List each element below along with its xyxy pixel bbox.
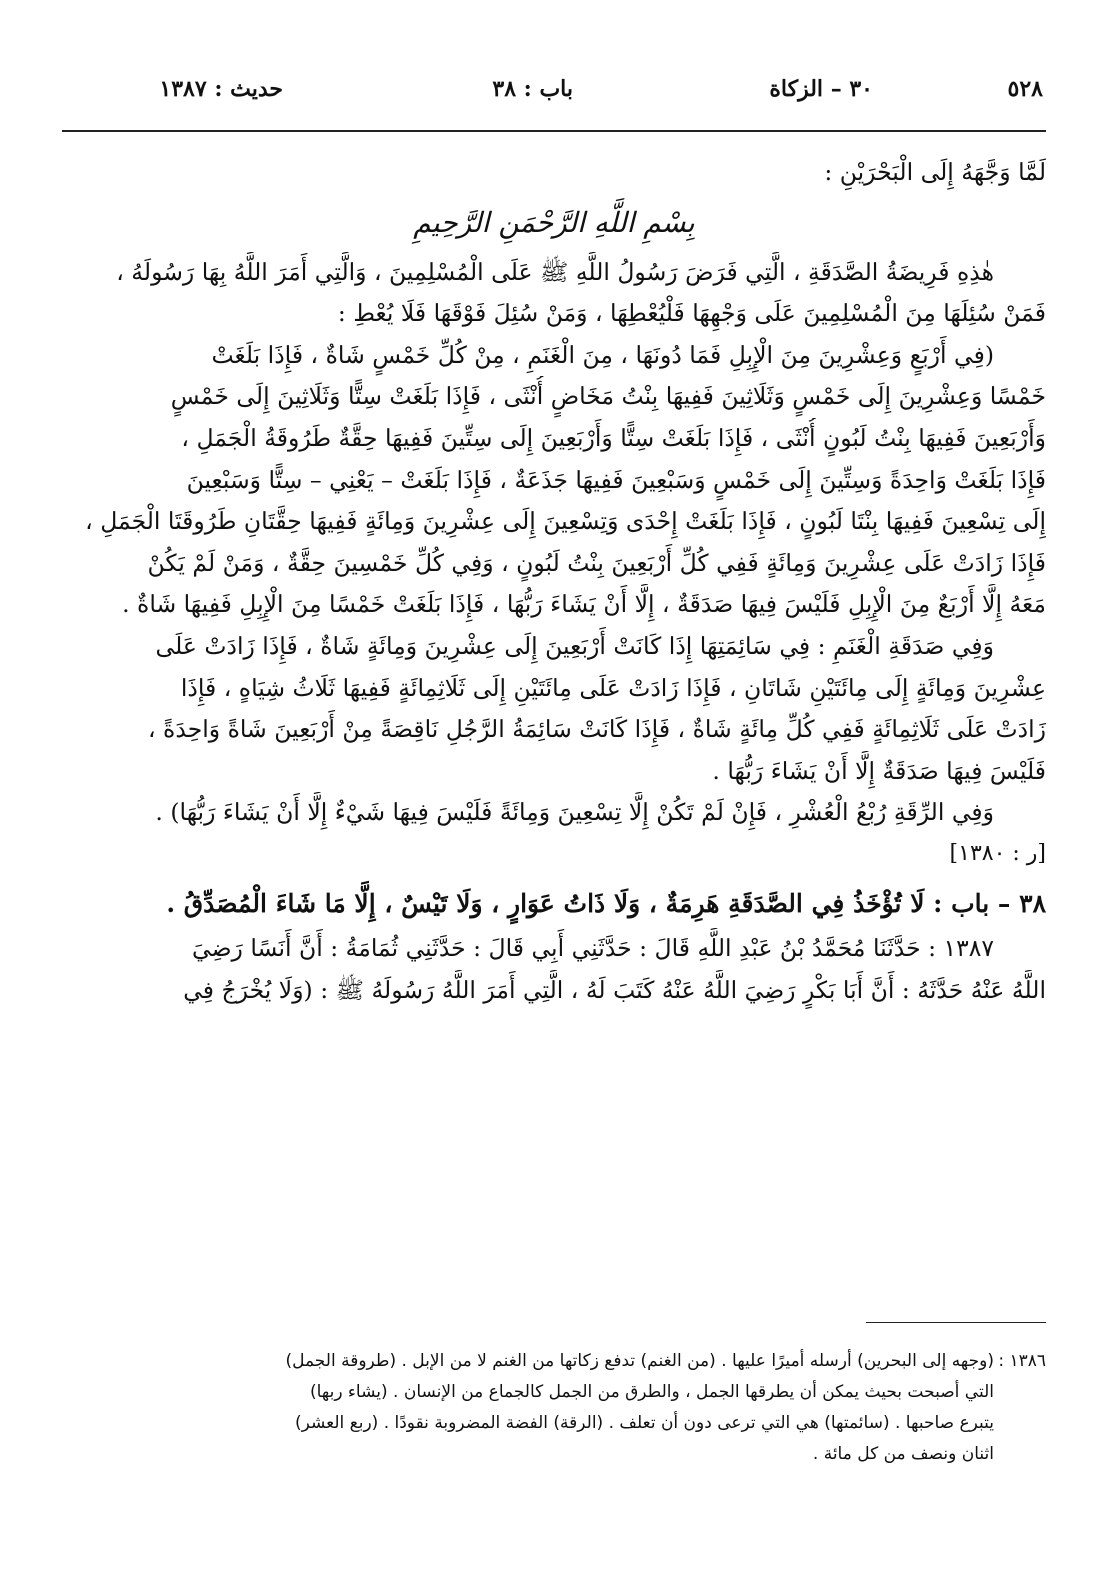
text-line: فَإِذَا بَلَغَتْ وَاحِدَةً وَسِتِّينَ إِلَى خَمْسٍ وَسَبْعِينَ فَفِيهَا جَذَعَةٌ ، فَإِذَا بَلَغَتْ – يَعْنِي – سِتًّا وَسَبْعِينَ bbox=[186, 465, 1046, 494]
text-line: مَعَهُ إِلَّا أَرْبَعٌ مِنَ الْإِبِلِ فَلَيْسَ فِيهَا صَدَقَةٌ ، إِلَّا أَنْ يَشَاءَ رَبُّهَا ، فَإِذَا بَلَغَتْ خَمْسًا مِنَ الْإِبِلِ فَفِيهَا شَاةٌ . bbox=[122, 590, 1046, 619]
text-line: فَلَيْسَ فِيهَا صَدَقَةٌ إِلَّا أَنْ يَشَاءَ رَبُّهَا . bbox=[712, 756, 1046, 785]
basmala-calligraphy: بِسْمِ اللَّهِ الرَّحْمَنِ الرَّحِيمِ bbox=[413, 205, 695, 239]
text-line: هٰذِهِ فَرِيضَةُ الصَّدَقَةِ ، الَّتِي فَرَضَ رَسُولُ اللَّهِ ﷺ عَلَى الْمُسْلِمِينَ ، وَالَّتِي أَمَرَ اللَّهُ بِهَا رَسُولَهُ ، bbox=[116, 257, 994, 286]
text-line: فَمَنْ سُئِلَهَا مِنَ الْمُسْلِمِينَ عَلَى وَجْهِهَا فَلْيُعْطِهَا ، وَمَنْ سُئِلَ فَوْقَهَا فَلَا يُعْطِ : bbox=[337, 299, 1046, 328]
text-line: إِلَى تِسْعِينَ فَفِيهَا بِنْتَا لَبُونٍ ، فَإِذَا بَلَغَتْ إِحْدَى وَتِسْعِينَ إِلَى عِشْرِينَ وَمِائَةٍ فَفِيهَا حِقَّتَانِ طَرُوقَتَا الْجَمَلِ ، bbox=[85, 507, 1046, 536]
footnote-line: يتبرع صاحبها . (سائمتها) هي التي ترعى دون أن تعلف . (الرقة) الفضة المضروبة نقودًا . (ربع العشر) bbox=[294, 1413, 994, 1433]
text-line: زَادَتْ عَلَى ثَلَاثِمِائَةٍ فَفِي كُلِّ مِائَةٍ شَاةٌ ، فَإِذَا كَانَتْ سَائِمَةُ الرَّجُلِ نَاقِصَةً مِنْ أَرْبَعِينَ شَاةً وَاحِدَةً ، bbox=[148, 715, 1046, 744]
bab-number-header: باب : ٣٨ bbox=[492, 76, 573, 102]
chapter-title-header: ٣٠ – الزكاة bbox=[769, 76, 873, 102]
cross-reference: [ر : ١٣٨٠] bbox=[949, 840, 1046, 866]
text-line: عِشْرِينَ وَمِائَةٍ إِلَى مِائَتَيْنِ شَاتَانِ ، فَإِذَا زَادَتْ عَلَى مِائَتَيْنِ إِلَى ثَلَاثِمِائَةٍ فَفِيهَا ثَلَاثُ شِيَاهٍ ، فَإِذَا bbox=[180, 673, 1046, 702]
intro-line: لَمَّا وَجَّهَهُ إِلَى الْبَحْرَيْنِ : bbox=[824, 158, 1046, 186]
page-number: ٥٢٨ bbox=[1007, 76, 1043, 102]
hadith-line: اللَّهُ عَنْهُ حَدَّثَهُ : أَنَّ أَبَا بَكْرٍ رَضِيَ اللَّهُ عَنْهُ كَتَبَ لَهُ ، الَّتِي أَمَرَ اللَّهُ رَسُولَهُ ﷺ : (وَلَا يُخْرَجُ فِي bbox=[183, 975, 1046, 1004]
header-divider bbox=[62, 130, 1046, 132]
footnote-line: اثنان ونصف من كل مائة . bbox=[812, 1444, 994, 1464]
hadith-number-header: حديث : ١٣٨٧ bbox=[159, 76, 283, 102]
text-line: خَمْسًا وَعِشْرِينَ إِلَى خَمْسٍ وَثَلَاثِينَ فَفِيهَا بِنْتُ مَخَاضٍ أُنْثَى ، فَإِذَا بَلَغَتْ سِتًّا وَثَلَاثِينَ إِلَى خَمْسٍ bbox=[170, 382, 1046, 411]
footnote-line bbox=[62, 1346, 1046, 1377]
running-header bbox=[65, 72, 1043, 112]
footnotes bbox=[62, 1346, 1046, 1470]
main-text bbox=[62, 152, 1046, 1011]
text-line: فَإِذَا زَادَتْ عَلَى عِشْرِينَ وَمِائَةٍ فَفِي كُلِّ أَرْبَعِينَ بِنْتُ لَبُونٍ ، وَفِي كُلِّ خَمْسِينَ حِقَّةٌ ، وَمَنْ لَمْ يَكُنْ bbox=[147, 548, 1046, 577]
chapter-heading: ٣٨ – باب : لَا تُؤْخَذُ فِي الصَّدَقَةِ هَرِمَةٌ ، وَلَا ذَاتُ عَوَارٍ ، وَلَا تَيْسٌ ، إِلَّا مَا شَاءَ الْمُصَدِّقُ . bbox=[166, 888, 1046, 918]
footnote-divider bbox=[866, 1322, 1046, 1323]
hadith-line: ١٣٨٧ : حَدَّثَنَا مُحَمَّدُ بْنُ عَبْدِ اللَّهِ قَالَ : حَدَّثَنِي أَبِي قَالَ : حَدَّثَنِي ثُمَامَةُ : أَنَّ أَنَسًا رَضِيَ bbox=[191, 933, 994, 962]
footnote-line: التي أصبحت بحيث يمكن أن يطرقها الجمل ، والطرق من الجمل كالجماع من الإنسان . (يشاء ربها) bbox=[309, 1382, 994, 1402]
text-line: (فِي أَرْبَعٍ وَعِشْرِينَ مِنَ الْإِبِلِ فَمَا دُونَهَا ، مِنَ الْغَنَمِ ، مِنْ كُلِّ خَمْسٍ شَاةٌ ، فَإِذَا بَلَغَتْ bbox=[211, 340, 994, 369]
footnote-text: (وجهه إلى البحرين) أرسله أميرًا عليها . (من الغنم) تدفع زكاتها من الغنم لا من الإبل . (طروقة الجمل) bbox=[285, 1351, 994, 1371]
footnote-number: ١٣٨٦ : bbox=[998, 1351, 1046, 1371]
text-line: وَأَرْبَعِينَ فَفِيهَا بِنْتُ لَبُونٍ أُنْثَى ، فَإِذَا بَلَغَتْ سِتًّا وَأَرْبَعِينَ إِلَى سِتِّينَ فَفِيهَا حِقَّةٌ طَرُوقَةُ الْجَمَلِ ، bbox=[181, 423, 1046, 452]
text-line: وَفِي صَدَقَةِ الْغَنَمِ : فِي سَائِمَتِهَا إِذَا كَانَتْ أَرْبَعِينَ إِلَى عِشْرِينَ وَمِائَةٍ شَاةٌ ، فَإِذَا زَادَتْ عَلَى bbox=[155, 631, 994, 660]
text-line: وَفِي الرِّقَةِ رُبْعُ الْعُشْرِ ، فَإِنْ لَمْ تَكُنْ إِلَّا تِسْعِينَ وَمِائَةً فَلَيْسَ فِيهَا شَيْءٌ إِلَّا أَنْ يَشَاءَ رَبُّهَا) . bbox=[155, 798, 994, 827]
